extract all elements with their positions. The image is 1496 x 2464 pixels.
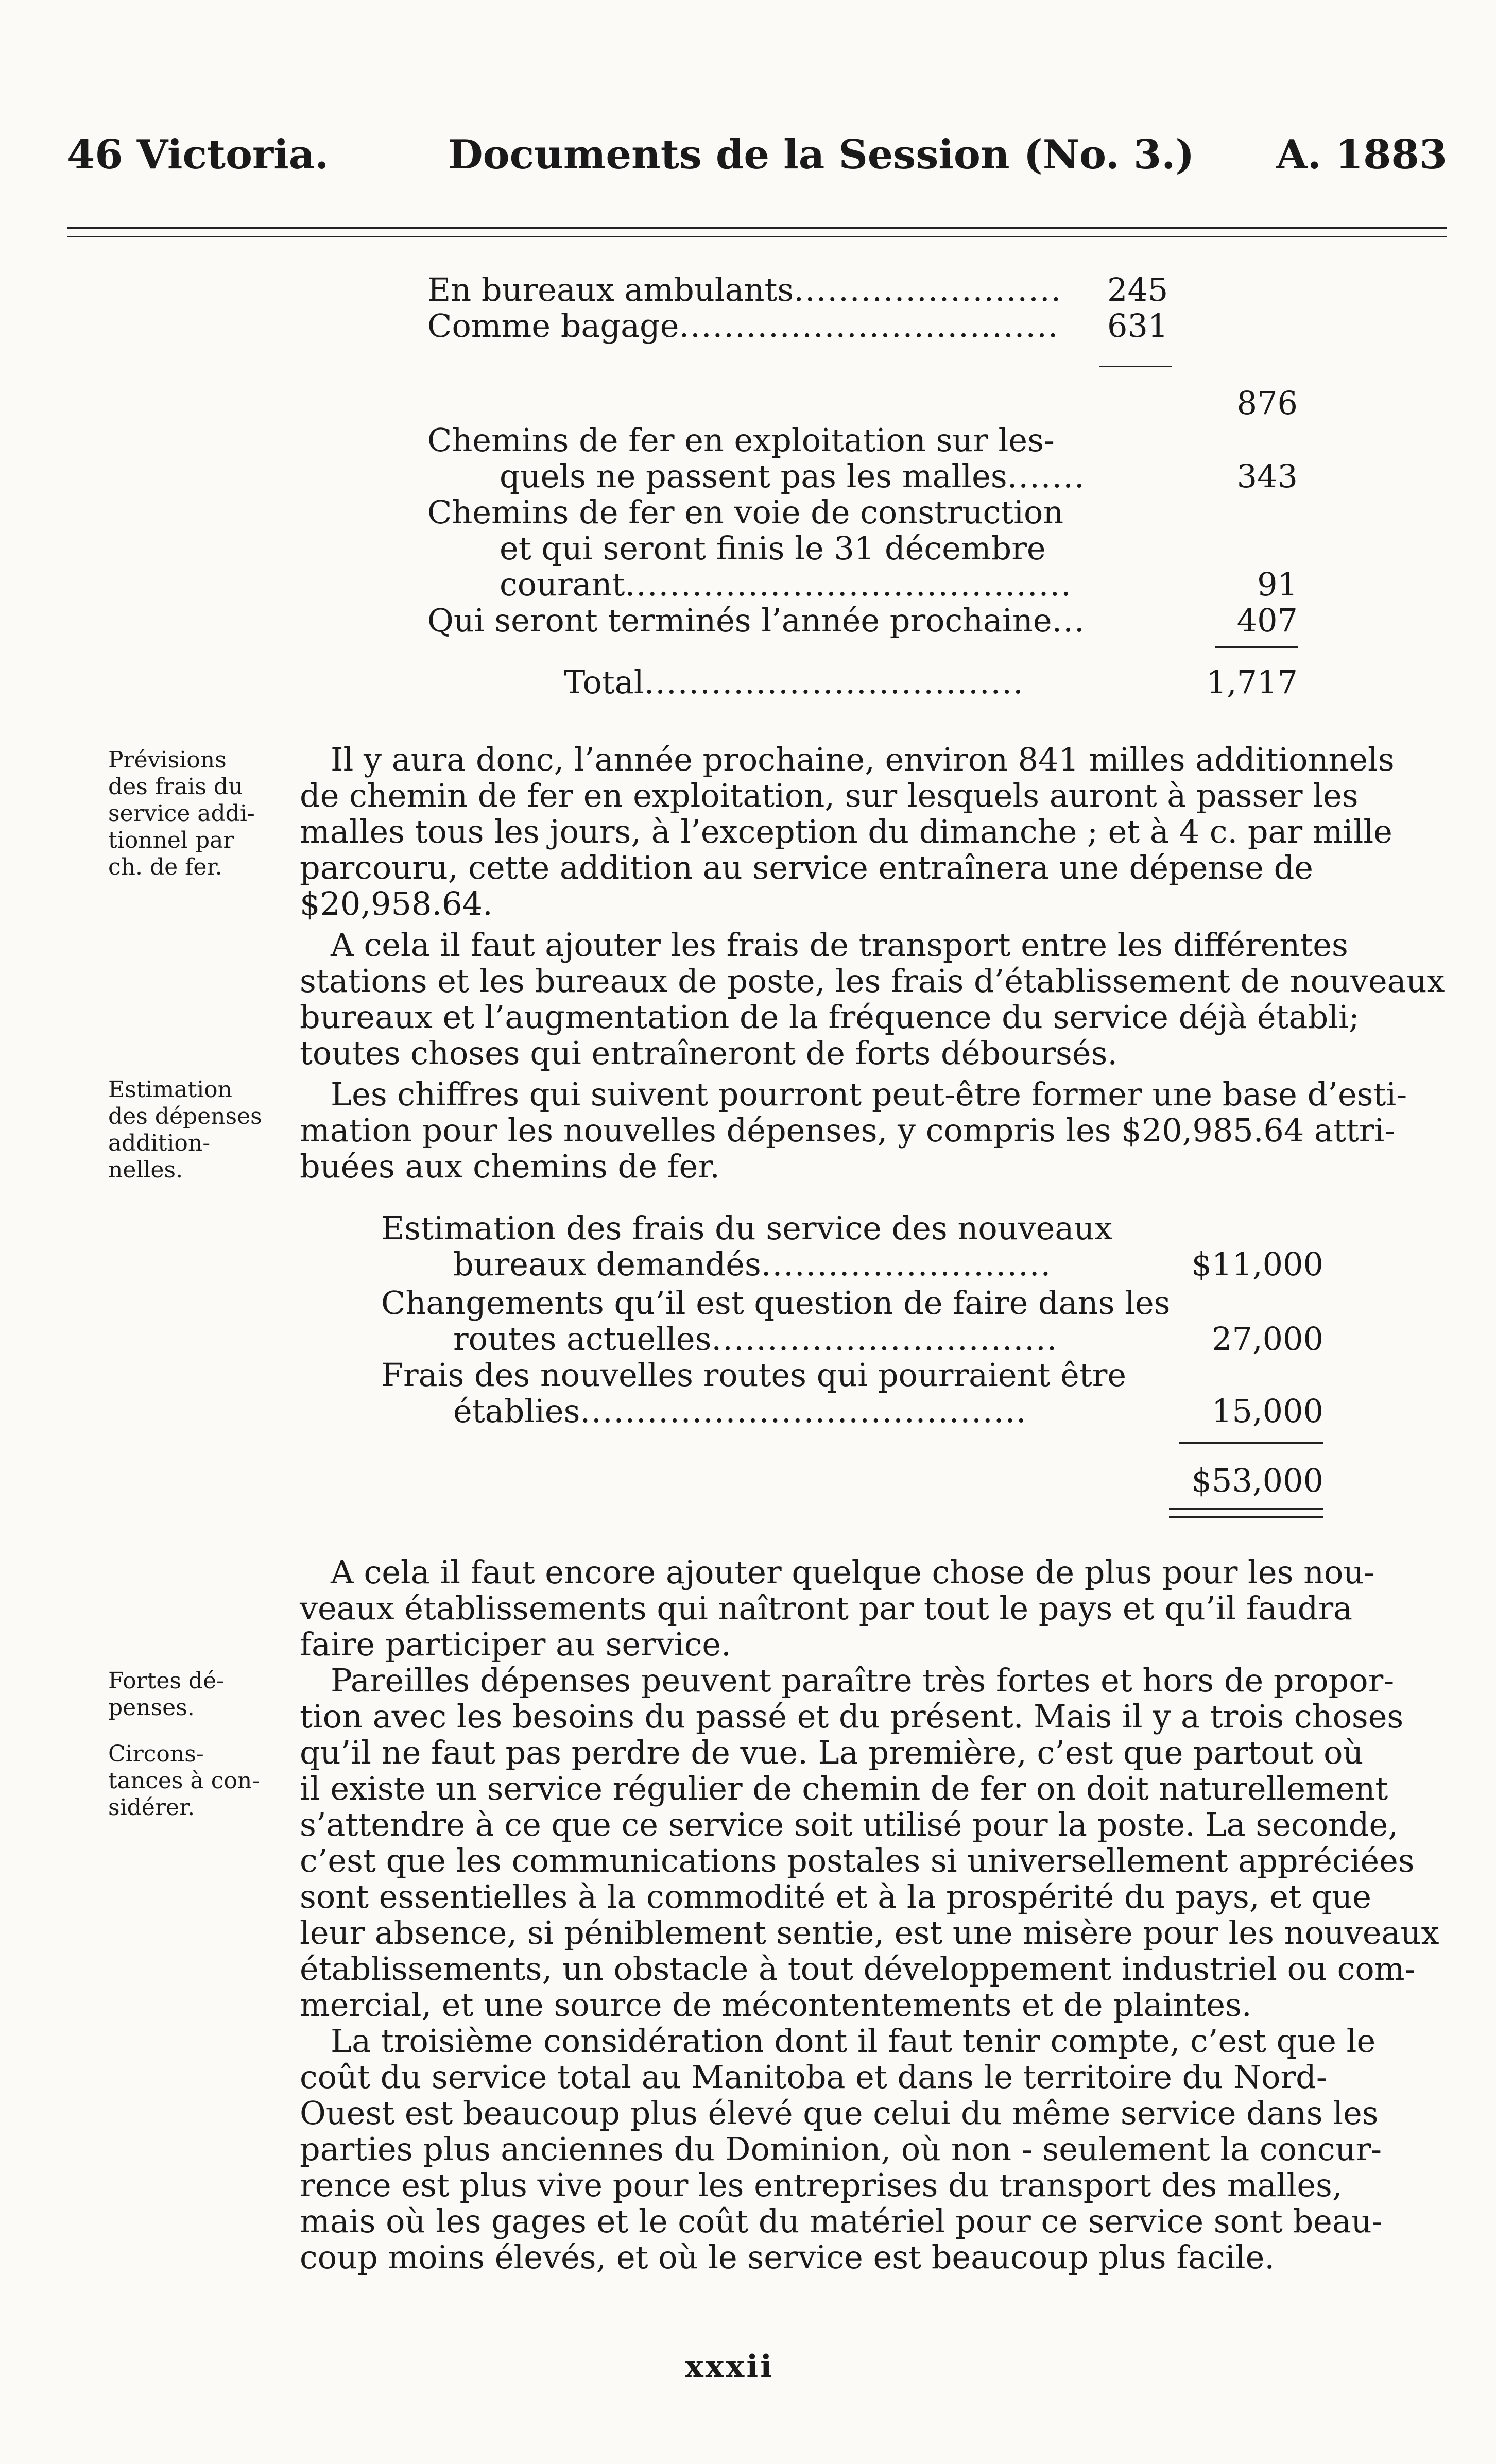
table1-row5-value: 407: [1236, 602, 1298, 639]
margin-note-line: ch. de fer.: [108, 854, 222, 880]
paragraph-line: qu’il ne faut pas perdre de vue. La première, c’est que partout où: [300, 1734, 1364, 1771]
paragraph-line: coût du service total au Manitoba et dans le territoire du Nord-: [300, 2058, 1327, 2096]
table1-total-dots: ..................................: [644, 663, 1024, 701]
table2-row1-dots: ..........................: [761, 1245, 1052, 1283]
page-header: [67, 131, 1447, 188]
paragraph-line: il existe un service régulier de chemin de fer on doit naturellement: [300, 1770, 1388, 1807]
table1-total-value: 1,717: [1206, 663, 1298, 701]
table1-row2-label: Comme bagage: [427, 307, 679, 345]
table2-row1-label: bureaux demandés: [453, 1245, 761, 1283]
paragraph-line: toutes choses qui entraîneront de forts déboursés.: [300, 1034, 1118, 1072]
table2-row3-value: 15,000: [1212, 1392, 1323, 1430]
paragraph-line: Pareilles dépenses peuvent paraître très fortes et hors de propor-: [331, 1662, 1395, 1699]
table2-row1-line2: [453, 1246, 1052, 1282]
paragraph-line: parties plus anciennes du Dominion, où non - seulement la concur-: [300, 2130, 1382, 2168]
header-rule-bottom: [67, 236, 1447, 237]
margin-note-line: des dépenses: [108, 1103, 262, 1130]
paragraph-line: Ouest est beaucoup plus élevé que celui du même service dans les: [300, 2094, 1379, 2132]
table1-row5-label: Qui seront terminés l’année prochaine: [427, 602, 1052, 639]
table1-row1-dots: ........................: [794, 271, 1062, 309]
margin-note-estimation: [108, 1076, 262, 1184]
table2-total-value: $53,000: [1191, 1462, 1323, 1499]
paragraph-line: leur absence, si péniblement sentie, est une misère pour les nouveaux: [300, 1914, 1439, 1952]
paragraph-line: mation pour les nouvelles dépenses, y compris les $20,985.64 attri-: [300, 1111, 1396, 1149]
table1-row4-dots: ........................................: [625, 566, 1072, 603]
table2-row2-line2: [453, 1321, 1058, 1357]
table2-row1-value: $11,000: [1191, 1245, 1323, 1283]
header-year: A. 1883: [1276, 131, 1447, 178]
table1-total: [564, 664, 1024, 700]
margin-note-line: tionnel par: [108, 827, 234, 853]
table1-row3-dots: .......: [1007, 457, 1086, 495]
table1-row5: [427, 603, 1086, 639]
paragraph-line: faire participer au service.: [300, 1625, 731, 1663]
margin-note-line: tances à con-: [108, 1768, 260, 1794]
paragraph-line: rence est plus vive pour les entreprises du transport des malles,: [300, 2166, 1343, 2204]
paragraph-line: $20,958.64.: [300, 885, 493, 922]
table1-row4-line2: et qui seront finis le 31 décembre: [500, 529, 1046, 567]
table1-row4-value: 91: [1257, 566, 1298, 603]
paragraph-line: La troisième considération dont il faut tenir compte, c’est que le: [331, 2022, 1376, 2060]
table1-row2-dots: ..................................: [679, 307, 1059, 345]
table1-row2-value: 631: [1107, 307, 1168, 345]
table2-row2-line1: Changements qu’il est question de faire dans les: [381, 1284, 1171, 1322]
table2-row3-label: établies: [453, 1392, 580, 1430]
table1-total-label: Total: [564, 663, 644, 701]
margin-note-line: nelles.: [108, 1157, 183, 1183]
table1-row2: [427, 308, 1059, 344]
paragraph-line: établissements, un obstacle à tout développement industriel ou com-: [300, 1950, 1416, 1988]
paragraph-line: Les chiffres qui suivent pourront peut-être former une base d’esti-: [331, 1075, 1407, 1113]
header-rule-top: [67, 227, 1447, 229]
table1-total-rule: [1215, 646, 1298, 648]
margin-note-line: penses.: [108, 1695, 195, 1721]
paragraph-line: stations et les bureaux de poste, les frais d’établissement de nouveaux: [300, 962, 1445, 1000]
margin-note-fortes-depenses: [108, 1668, 224, 1721]
paragraph-line: Il y aura donc, l’année prochaine, environ 841 milles additionnels: [331, 741, 1395, 778]
margin-note-circonstances: [108, 1741, 260, 1821]
table1-row4-line3: [500, 567, 1072, 603]
margin-note-previsions: [108, 747, 255, 881]
paragraph-line: c’est que les communications postales si universellement appréciées: [300, 1842, 1415, 1879]
paragraph-line: de chemin de fer en exploitation, sur lesquels auront à passer les: [300, 777, 1359, 814]
table2-sum-rule: [1179, 1442, 1323, 1444]
margin-note-line: service addi-: [108, 800, 255, 827]
table1-row3-label: quels ne passent pas les malles: [500, 457, 1007, 495]
header-title: Documents de la Session (No. 3.): [448, 131, 1195, 178]
margin-note-line: addition-: [108, 1130, 211, 1156]
paragraph-line: veaux établissements qui naîtront par tout le pays et qu’il faudra: [300, 1589, 1353, 1627]
table1-row1-label: En bureaux ambulants: [427, 271, 794, 309]
paragraph-line: bureaux et l’augmentation de la fréquence du service déjà établi;: [300, 998, 1360, 1036]
margin-note-line: des frais du: [108, 774, 243, 800]
table1-sum-rule: [1099, 366, 1172, 367]
table2-double-rule-bottom: [1169, 1516, 1323, 1518]
paragraph-line: tion avec les besoins du passé et du présent. Mais il y a trois choses: [300, 1698, 1404, 1735]
table2-row2-label: routes actuelles: [453, 1320, 712, 1358]
table1-row4-label: courant: [500, 566, 625, 603]
paragraph-4: [300, 1554, 1402, 1663]
table1-row3-value: 343: [1236, 457, 1298, 495]
paragraph-line: mercial, et une source de mécontentements et de plaintes.: [300, 1986, 1252, 2024]
table1-row1: [427, 272, 1062, 308]
table2-double-rule-top: [1169, 1508, 1323, 1510]
paragraph-1: [300, 742, 1402, 922]
margin-note-line: Prévisions: [108, 747, 227, 773]
paragraph-line: coup moins élevés, et où le service est beaucoup plus facile.: [300, 2238, 1275, 2276]
paragraph-5: [300, 1662, 1439, 2024]
table2-row1-line1: Estimation des frais du service des nouveaux: [381, 1209, 1113, 1247]
table1-row5-dots: ...: [1052, 602, 1086, 639]
margin-note-line: sidérer.: [108, 1794, 195, 1821]
table1-subtotal: 876: [1236, 384, 1298, 422]
table2-row3-line1: Frais des nouvelles routes qui pourraient être: [381, 1356, 1127, 1394]
header-session: 46 Victoria.: [67, 131, 329, 178]
paragraph-2: [300, 926, 1445, 1072]
table2-row2-value: 27,000: [1212, 1320, 1323, 1358]
table1-row3-line1: Chemins de fer en exploitation sur les-: [427, 421, 1055, 459]
paragraph-line: s’attendre à ce que ce service soit utilisé pour la poste. La seconde,: [300, 1806, 1398, 1843]
table1-row3-line2: [500, 458, 1086, 494]
table2-row3-dots: ........................................: [580, 1392, 1027, 1430]
table1-row1-value: 245: [1107, 271, 1168, 309]
table2-row2-dots: ...............................: [711, 1320, 1058, 1358]
margin-note-line: Estimation: [108, 1076, 232, 1103]
paragraph-line: sont essentielles à la commodité et à la prospérité du pays, et que: [300, 1878, 1371, 1915]
paragraph-line: parcouru, cette addition au service entraînera une dépense de: [300, 849, 1313, 886]
paragraph-line: buées aux chemins de fer.: [300, 1148, 720, 1185]
margin-note-line: Fortes dé-: [108, 1668, 225, 1694]
table1-row4-line1: Chemins de fer en voie de construction: [427, 493, 1064, 531]
margin-note-line: Circons-: [108, 1741, 204, 1767]
paragraph-line: mais où les gages et le coût du matériel pour ce service sont beau-: [300, 2202, 1383, 2240]
page-number: xxxii: [685, 2349, 774, 2385]
paragraph-line: A cela il faut ajouter les frais de transport entre les différentes: [331, 926, 1348, 964]
paragraph-line: A cela il faut encore ajouter quelque chose de plus pour les nou-: [331, 1553, 1375, 1591]
paragraph-6: [300, 2023, 1402, 2275]
paragraph-3: [300, 1075, 1407, 1185]
paragraph-line: malles tous les jours, à l’exception du dimanche ; et à 4 c. par mille: [300, 813, 1392, 850]
table2-row3-line2: [453, 1393, 1027, 1429]
